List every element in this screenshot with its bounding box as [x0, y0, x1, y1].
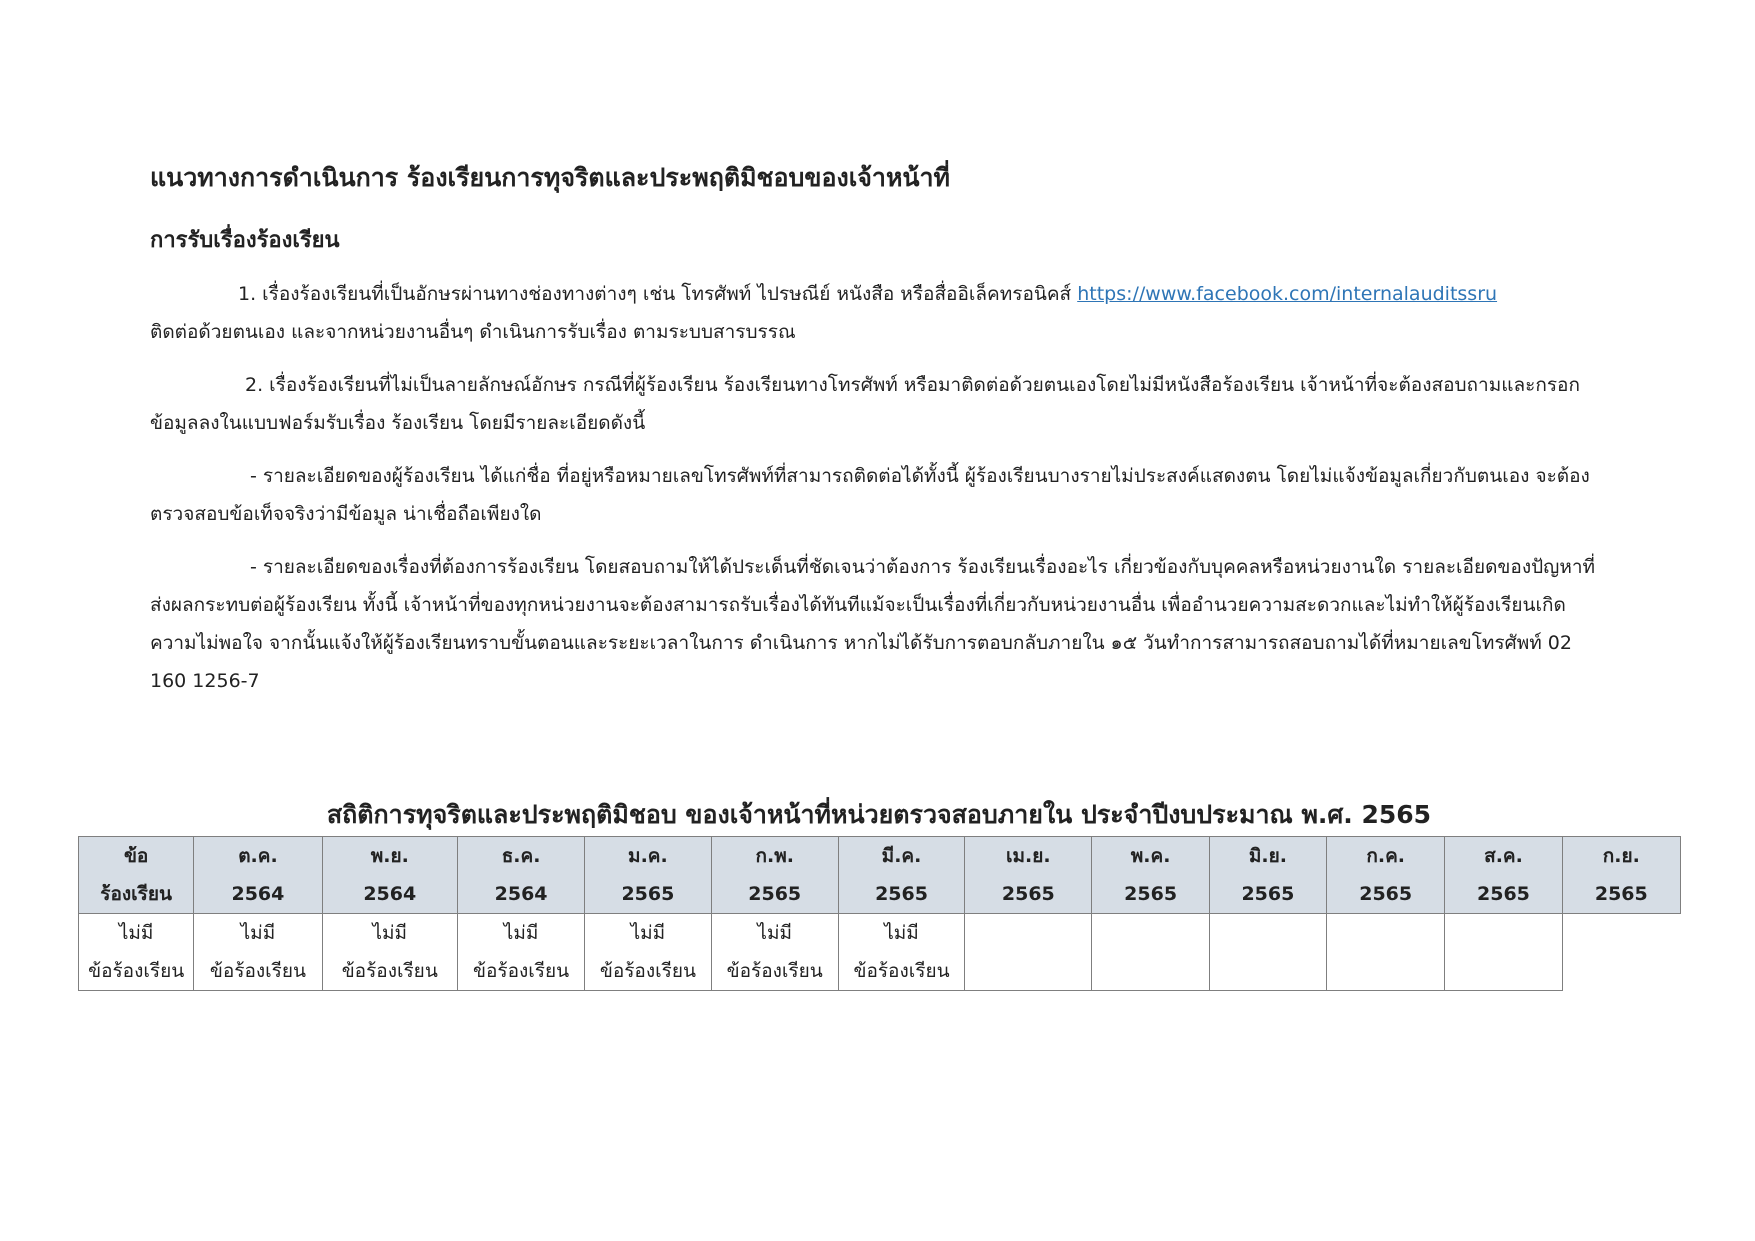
month-label: พ.ย.: [370, 845, 409, 867]
status-line1: [1327, 914, 1444, 952]
month-label: ธ.ค.: [501, 845, 541, 867]
status-line1: [1092, 914, 1208, 952]
paragraph-text: - รายละเอียดของเรื่องที่ต้องการร้องเรียน โดยสอบถามให้ได้ประเด็นที่ชัดเจนว่าต้องการ ร้องเรียนเรื่องอะไร เกี่ยวข้องกับบุคคลหรือหน่วยงานใด รายละเอียดของปัญหาที่ส่งผลกระทบต่อผู้ร้องเรียน ทั้งนี้ เจ้าหน้าที่ของทุกหน่วยงานจะต้องสามารถรับเรื่องได้ทันทีแม้จะเป็นเรื่องที่เกี่ยวกับหน่วยงานอื่น เพื่ออำนวยความสะดวกและไม่ทำให้ผู้ร้องเรียนเกิดความไม่พอใจ จากนั้นแจ้งให้ผู้ร้องเรียนทราบขั้นตอนและระยะเวลาในการ ดำเนินการ หากไม่ได้รับการตอบกลับภายใน ๑๕ วันทำการสามารถสอบถามได้ที่หมายเลขโทรศัพท์ 02 160 1256-7: [150, 556, 1596, 692]
month-header: [1562, 837, 1680, 914]
year-label: 2565: [748, 883, 802, 905]
month-label: เม.ย.: [1006, 845, 1051, 867]
paragraph-complaint-details: [150, 548, 1610, 700]
status-line2: [1210, 952, 1326, 990]
table-row: [79, 914, 1681, 991]
year-label: 2565: [1477, 883, 1530, 905]
section-heading: การรับเรื่องร้องเรียน: [150, 228, 340, 253]
status-line2: [1445, 952, 1561, 990]
status-line1: ไม่มี: [757, 922, 792, 944]
status-line2: ข้อร้องเรียน: [473, 960, 570, 982]
complaint-stats-table: [78, 836, 1681, 991]
month-header: [585, 837, 711, 914]
status-line1: [965, 914, 1091, 952]
month-label: ก.ย.: [1602, 845, 1640, 867]
year-label: 2564: [363, 883, 417, 905]
year-label: 2565: [1594, 883, 1648, 905]
month-header: [457, 837, 584, 914]
paragraph-complainant-details: [150, 457, 1610, 533]
paragraph-text-continued: ติดต่อด้วยตนเอง และจากหน่วยงานอื่นๆ ดำเนินการรับเรื่อง ตามระบบสารบรรณ: [150, 321, 796, 343]
status-line1: ไม่มี: [884, 922, 919, 944]
page-title: แนวทางการดำเนินการ ร้องเรียนการทุจริตและประพฤติมิชอบของเจ้าหน้าที่: [150, 163, 951, 192]
table-header-row: [79, 837, 1681, 914]
status-cell-empty: [1445, 914, 1562, 991]
status-cell: [838, 914, 964, 991]
month-label: พ.ค.: [1130, 845, 1171, 867]
year-label: 2565: [1001, 883, 1055, 905]
status-cell-empty: [1092, 914, 1209, 991]
status-line2: ข้อร้องเรียน: [599, 960, 696, 982]
status-cell: [711, 914, 838, 991]
month-header: [322, 837, 457, 914]
month-header: [1327, 837, 1445, 914]
status-cell: [322, 914, 457, 991]
status-line2: [1092, 952, 1208, 990]
year-label: 2565: [621, 883, 675, 905]
status-line2: ข้อร้องเรียน: [209, 960, 306, 982]
paragraph-written-complaints: [150, 275, 1610, 351]
year-label: 2565: [875, 883, 928, 905]
status-line2: ข้อร้องเรียน: [726, 960, 823, 982]
year-label: 2565: [1241, 883, 1295, 905]
month-label: มี.ค.: [881, 845, 922, 867]
month-header: [1445, 837, 1562, 914]
month-label: ก.พ.: [755, 845, 794, 867]
paragraph-text: - รายละเอียดของผู้ร้องเรียน ได้แก่ชื่อ ที่อยู่หรือหมายเลขโทรศัพท์ที่สามารถติดต่อได้ทั้งนี้ ผู้ร้องเรียนบางรายไม่ประสงค์แสดงตน โดยไม่แจ้งข้อมูลเกี่ยวกับตนเอง จะต้องตรวจสอบข้อเท็จจริงว่ามีข้อมูล น่าเชื่อถือเพียงใด: [150, 465, 1590, 525]
status-cell: [457, 914, 584, 991]
status-cell: [585, 914, 711, 991]
row-header-line1: ข้อ: [123, 845, 149, 867]
status-cell-empty: [965, 914, 1092, 991]
month-header: [1209, 837, 1326, 914]
status-line1: [1210, 914, 1326, 952]
month-header: [1092, 837, 1209, 914]
status-cell-empty: [1209, 914, 1326, 991]
status-line1: [1445, 914, 1561, 952]
status-cell-empty: [1327, 914, 1445, 991]
month-header: [194, 837, 322, 914]
status-line1: ไม่มี: [118, 922, 154, 944]
status-line2: [965, 952, 1091, 990]
row-header-complaints: [79, 837, 194, 914]
month-label: ต.ค.: [238, 845, 278, 867]
year-label: 2565: [1124, 883, 1178, 905]
status-line2: ข้อร้องเรียน: [88, 960, 185, 982]
paragraph-verbal-complaints: [150, 366, 1610, 442]
month-header: [965, 837, 1092, 914]
status-line1: ไม่มี: [240, 922, 276, 944]
status-line1: ไม่มี: [372, 922, 408, 944]
paragraph-text: 2. เรื่องร้องเรียนที่ไม่เป็นลายลักษณ์อักษร กรณีที่ผู้ร้องเรียน ร้องเรียนทางโทรศัพท์ หรือมาติดต่อด้วยตนเองโดยไม่มีหนังสือร้องเรียน เจ้าหน้าที่จะต้องสอบถามและกรอกข้อมูลลงในแบบฟอร์มรับเรื่อง ร้องเรียน โดยมีรายละเอียดดังนี้: [150, 374, 1580, 434]
status-line2: [1327, 952, 1444, 990]
year-label: 2564: [494, 883, 548, 905]
status-line1: ไม่มี: [630, 922, 666, 944]
status-line1: ไม่มี: [503, 922, 539, 944]
table-title: สถิติการทุจริตและประพฤติมิชอบ ของเจ้าหน้าที่หน่วยตรวจสอบภายใน ประจำปีงบประมาณ พ.ศ. 2565: [326, 800, 1432, 829]
row-header-line2: ร้องเรียน: [100, 883, 172, 905]
month-header: [838, 837, 964, 914]
month-label: ก.ค.: [1366, 845, 1406, 867]
month-label: มิ.ย.: [1248, 845, 1287, 867]
month-label: ส.ค.: [1484, 845, 1523, 867]
year-label: 2564: [231, 883, 285, 905]
year-label: 2565: [1359, 883, 1413, 905]
month-header: [711, 837, 838, 914]
facebook-link[interactable]: https://www.facebook.com/internalauditssru: [1077, 283, 1498, 305]
paragraph-text: 1. เรื่องร้องเรียนที่เป็นอักษรผ่านทางช่องทางต่างๆ เช่น โทรศัพท์ ไปรษณีย์ หนังสือ หรือสื่ออิเล็คทรอนิคส์: [238, 283, 1078, 305]
status-cell: [79, 914, 194, 991]
status-line2: ข้อร้องเรียน: [853, 960, 950, 982]
status-line2: ข้อร้องเรียน: [341, 960, 438, 982]
month-label: ม.ค.: [628, 845, 668, 867]
status-cell: [194, 914, 322, 991]
